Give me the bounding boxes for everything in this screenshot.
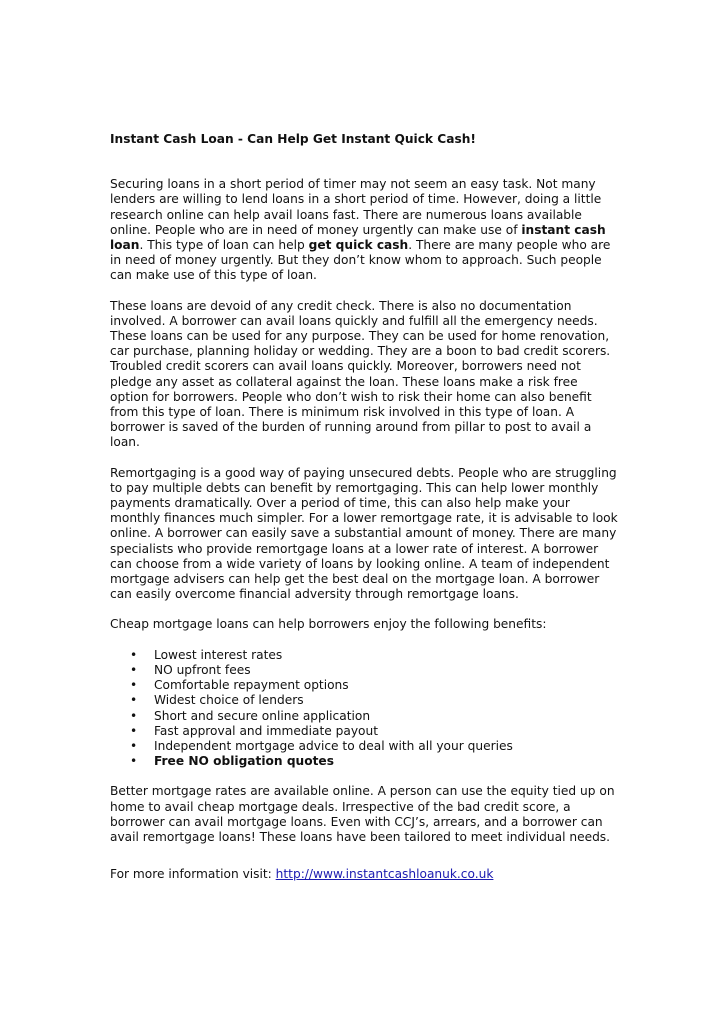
bullet-icon: • [130, 678, 138, 693]
benefit-text-bold: Free NO obligation quotes [154, 754, 334, 769]
footer-label: For more information visit: [110, 867, 276, 882]
list-item [110, 739, 620, 754]
bullet-icon: • [130, 708, 138, 723]
footer-info [110, 867, 620, 882]
list-item [110, 663, 620, 678]
document-page [110, 132, 620, 897]
paragraph-better-rates: Better mortgage rates are available online. A person can use the equity tied up on home to avail cheap mortgage deals. Irrespective of the bad credit score, a borrower can avail mortgage loans. Even with CCJ’s, arrears, and a borrower can avail remortgage loans! These loans have been tailored to meet individual needs. [110, 784, 615, 844]
intro-text-c: . There are many people who are in need of money urgently. But they don’t know whom to approach. Such people can make use of this type of loan. [110, 238, 611, 283]
paragraph-credit-check: These loans are devoid of any credit check. There is also no documentation involved. A borrower can avail loans quickly and fulfill all the emergency needs. These loans can be used for any purpose. They can be used for home renovation, car purchase, planning holiday or wedding. They are a boon to bad credit scorers. Troubled credit scorers can avail loans quickly. Moreover, borrowers need not pledge any asset as collateral against the loan. These loans make a risk free option for borrowers. People who don’t wish to risk their home can also benefit from this type of loan. There is minimum risk involved in this type of loan. A borrower is saved of the burden of running around from pillar to post to avail a loan. [110, 298, 611, 450]
intro-text-a: Securing loans in a short period of timer may not seem an easy task. Not many lenders are willing to lend loans in a short period of time. However, doing a little research online can help avail loans fast. There are numerous loans available online. People who are in need of money urgently can make use of [110, 177, 602, 237]
bullet-icon: • [130, 738, 138, 753]
list-item [110, 693, 620, 708]
website-link[interactable]: http://www.instantcashloanuk.co.uk [275, 867, 494, 882]
paragraph-benefits-intro: Cheap mortgage loans can help borrowers enjoy the following benefits: [110, 617, 547, 632]
list-item [110, 648, 620, 663]
intro-text-b: . This type of loan can help [139, 238, 309, 253]
benefit-text: NO upfront fees [154, 662, 251, 677]
paragraph-remortgaging: Remortgaging is a good way of paying unsecured debts. People who are struggling to pay multiple debts can benefit by remortgaging. This can help lower monthly payments dramatically. Over a period of time, this can also help make your monthly finances much simpler. For a lower remortgage rate, it is advisable to look online. A borrower can easily save a substantial amount of money. There are many specialists who provide remortgage loans at a lower rate of interest. A borrower can choose from a wide variety of loans by looking online. A team of independent mortgage advisers can help get the best deal on the mortgage loan. A borrower can easily overcome financial adversity through remortgage loans. [110, 465, 618, 602]
list-item [110, 724, 620, 739]
bullet-icon: • [130, 723, 138, 738]
keyword-get-quick-cash: get quick cash [308, 238, 409, 253]
bullet-icon: • [130, 693, 138, 708]
benefits-list [110, 648, 620, 770]
bullet-icon: • [130, 754, 138, 769]
bullet-icon: • [130, 647, 138, 662]
list-item [110, 754, 620, 769]
document-title: Instant Cash Loan - Can Help Get Instant Quick Cash! [110, 132, 476, 146]
paragraph-intro [110, 177, 620, 283]
benefit-text: Widest choice of lenders [154, 693, 304, 708]
benefit-text: Lowest interest rates [154, 647, 283, 662]
benefit-text: Fast approval and immediate payout [154, 723, 378, 738]
bullet-icon: • [130, 662, 138, 677]
benefit-text: Short and secure online application [154, 708, 371, 723]
benefit-text: Comfortable repayment options [154, 678, 349, 693]
keyword-instant-cash-loan: instant cash loan [110, 222, 606, 253]
list-item [110, 709, 620, 724]
list-item [110, 678, 620, 693]
benefit-text: Independent mortgage advice to deal with all your queries [154, 738, 513, 753]
